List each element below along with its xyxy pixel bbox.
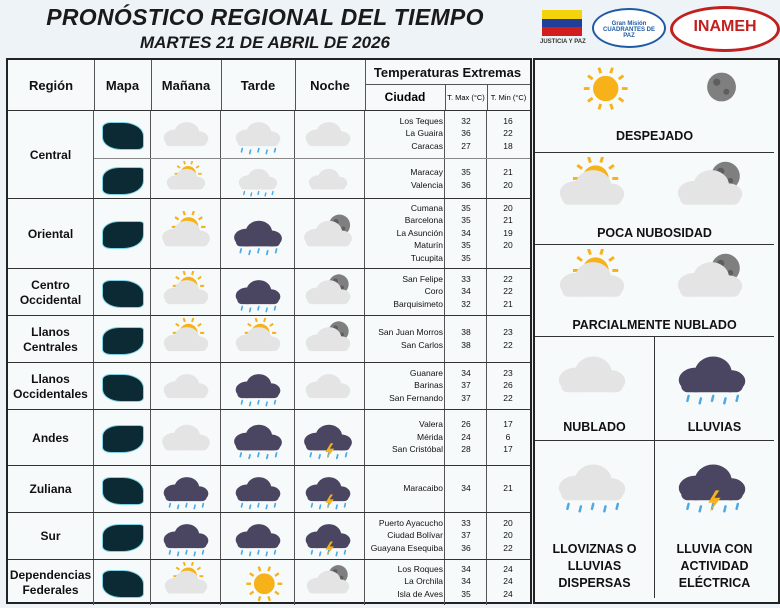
night-cloudy-icon <box>297 113 359 161</box>
morning-partly-icon <box>155 161 217 203</box>
region-name: Zuliana <box>8 466 94 513</box>
tmax-value: 35 <box>461 588 471 599</box>
city-name: Ciudad Bolívar <box>387 530 443 541</box>
header-afternoon: Tarde <box>221 60 296 110</box>
city-name: Maracay <box>410 167 443 177</box>
venezuela-flag-logo <box>542 10 582 36</box>
forecast-group <box>94 316 530 363</box>
tmax-value: 24 <box>461 431 471 442</box>
forecast-group <box>94 410 530 466</box>
city-name: Valencia <box>411 179 443 190</box>
tmin-value: 20 <box>503 530 513 541</box>
region-row-5 <box>8 409 530 466</box>
afternoon-rain-icon <box>227 515 289 563</box>
tmax-value: 38 <box>461 339 471 350</box>
agency-logo-text: INAMEH <box>693 18 757 35</box>
city-name: Valera <box>419 419 443 430</box>
tmin-value: 20 <box>503 202 513 213</box>
afternoon-partly-icon <box>227 318 289 366</box>
tmax-value: 35 <box>461 252 471 263</box>
tmin-value: 23 <box>503 367 513 378</box>
tmax-value: 35 <box>461 167 471 177</box>
region-row-6 <box>8 465 530 513</box>
forecast-group <box>94 363 530 410</box>
tmax-value: 26 <box>461 419 471 430</box>
morning-partly-icon <box>155 271 217 319</box>
city-name: Maracaibo <box>403 483 443 494</box>
legend-rain <box>655 336 774 440</box>
header-tmax: T. Max (°C) <box>445 84 488 110</box>
city-name: Guayana Esequiba <box>370 542 443 553</box>
tmin-value: 22 <box>503 542 513 553</box>
legend-storm <box>655 440 774 598</box>
tmax-value: 34 <box>461 483 471 494</box>
tmax-value: 34 <box>461 286 471 297</box>
city-name: Isla de Aves <box>397 588 443 599</box>
tmax-value: 37 <box>461 530 471 541</box>
tmax-value: 33 <box>461 273 471 284</box>
tmax-value: 36 <box>461 128 471 139</box>
afternoon-cloudy-drizzle-icon <box>227 161 289 203</box>
region-name: Llanos Occidentales <box>8 363 94 410</box>
city-name: San Felipe <box>402 273 443 284</box>
header-temperatures: Temperaturas Extremas <box>365 60 530 85</box>
region-row-0 <box>8 110 530 199</box>
forecast-group <box>94 466 530 513</box>
night-cloudy-icon <box>297 365 359 413</box>
night-moon-cloud-icon <box>297 318 359 366</box>
city-name: Tucupita <box>410 252 443 263</box>
afternoon-sun-icon <box>227 562 289 608</box>
city-name: Cumana <box>410 202 443 213</box>
region-map <box>102 477 144 505</box>
city-name: La Orchila <box>404 576 443 587</box>
tmax-value: 35 <box>461 240 471 251</box>
night-moon-cloud-icon <box>297 211 359 262</box>
region-name: Sur <box>8 513 94 560</box>
morning-rain-icon <box>155 468 217 516</box>
city-name: Caracas <box>411 140 443 151</box>
city-name: Mérida <box>417 431 443 442</box>
region-name: Central <box>8 111 94 199</box>
tmin-value: 6 <box>505 431 511 442</box>
tmax-value: 36 <box>461 542 471 553</box>
city-name: Guanare <box>409 367 443 378</box>
tmin-value: 22 <box>503 273 513 284</box>
tmin-value: 22 <box>503 339 513 350</box>
region-row-2 <box>8 268 530 316</box>
region-map <box>102 280 144 308</box>
afternoon-rain-icon <box>227 468 289 516</box>
region-map <box>102 524 144 552</box>
tmin-value: 20 <box>503 517 513 528</box>
ministry-logo-text: JUSTICIA Y PAZ <box>540 39 586 45</box>
night-storm-icon <box>297 515 359 563</box>
afternoon-rain-icon <box>227 271 289 319</box>
tmin-value: 24 <box>503 576 513 587</box>
region-name: Oriental <box>8 199 94 269</box>
tmax-value: 33 <box>461 517 471 528</box>
tmin-value: 22 <box>503 286 513 297</box>
region-map <box>102 221 144 249</box>
region-map <box>102 327 144 355</box>
tmin-value: 16 <box>503 115 513 126</box>
city-name: Barquisimeto <box>393 298 443 309</box>
tmin-value: 20 <box>503 240 513 251</box>
morning-partly-icon <box>155 562 217 608</box>
forecast-group <box>94 560 530 605</box>
morning-cloudy-icon <box>155 113 217 161</box>
city-name: Barinas <box>414 380 443 391</box>
city-name: Puerto Ayacucho <box>378 517 443 528</box>
region-map <box>102 374 144 402</box>
legend-label: LLOVIZNAS O LLUVIAS DISPERSAS <box>552 542 637 590</box>
tmin-value: 24 <box>503 588 513 599</box>
header-morning: Mañana <box>151 60 222 110</box>
tmin-value: 17 <box>503 419 513 430</box>
city-name: San Juan Morros <box>378 327 443 337</box>
morning-cloudy-icon <box>155 415 217 466</box>
header-night: Noche <box>295 60 366 110</box>
city-name: Coro <box>424 286 443 297</box>
tmin-value: 22 <box>503 392 513 403</box>
inameh-logo <box>670 6 780 52</box>
legend-cloudy-drizzle-icon <box>547 451 637 520</box>
legend-partly-icon <box>547 157 637 224</box>
mission-logo-text: Gran Misión CUADRANTES DE PAZ <box>602 21 655 39</box>
region-row-7 <box>8 512 530 560</box>
forecast-group <box>94 269 530 316</box>
city-name: La Asunción <box>396 227 443 238</box>
afternoon-cloudy-drizzle-icon <box>227 113 289 161</box>
morning-partly-icon <box>155 211 217 262</box>
legend-label: PARCIALMENTE NUBLADO <box>572 318 737 332</box>
logos <box>538 6 776 52</box>
region-map <box>102 570 144 598</box>
afternoon-rain-icon <box>227 365 289 413</box>
legend-drizzle <box>535 440 655 598</box>
afternoon-rain-icon <box>227 415 289 466</box>
tmax-value: 37 <box>461 380 471 391</box>
legend-storm-icon <box>667 451 757 520</box>
page-title: PRONÓSTICO REGIONAL DEL TIEMPO <box>46 4 484 30</box>
night-moon-cloud-icon <box>297 271 359 319</box>
tmin-value: 23 <box>503 327 513 337</box>
tmin-value: 26 <box>503 380 513 391</box>
region-row-1 <box>8 198 530 269</box>
morning-cloudy-icon <box>155 365 217 413</box>
header-tmin: T. Min (°C) <box>490 92 527 102</box>
morning-rain-icon <box>155 515 217 563</box>
tmin-value: 17 <box>503 444 513 455</box>
tmin-value: 21 <box>503 167 513 177</box>
afternoon-rain-icon <box>227 211 289 262</box>
forecast-table <box>6 58 532 604</box>
cuadrantes-de-paz-logo <box>592 8 666 48</box>
city-name: Los Teques <box>399 115 443 126</box>
legend-label: NUBLADO <box>563 420 626 434</box>
city-name: Maturín <box>414 240 443 251</box>
legend-rain-icon <box>667 343 757 412</box>
night-cloudy-icon <box>297 161 359 203</box>
tmax-value: 34 <box>461 563 471 574</box>
region-name: Llanos Centrales <box>8 316 94 363</box>
header-map: Mapa <box>94 60 152 110</box>
tmin-value: 21 <box>503 215 513 226</box>
forecast-group <box>94 158 530 200</box>
legend-clear <box>535 60 774 152</box>
night-storm-icon <box>297 415 359 466</box>
tmax-value: 34 <box>461 227 471 238</box>
forecast-date: MARTES 21 DE ABRIL DE 2026 <box>139 33 391 52</box>
tmax-value: 38 <box>461 327 471 337</box>
tmax-value: 36 <box>461 179 471 190</box>
tmax-value: 28 <box>461 444 471 455</box>
legend-moon-cloud-icon <box>665 249 755 316</box>
legend-label: LLUVIAS <box>687 420 742 434</box>
tmin-value: 24 <box>503 563 513 574</box>
forecast-group <box>94 111 530 158</box>
tmin-value: 21 <box>503 483 513 494</box>
region-name: Andes <box>8 410 94 466</box>
tmin-value: 18 <box>503 140 513 151</box>
legend-cloudy <box>535 336 655 440</box>
legend-label: POCA NUBOSIDAD <box>597 226 712 240</box>
city-name: San Fernando <box>389 392 443 403</box>
legend-sun-icon <box>563 62 633 117</box>
header-city: Ciudad <box>365 84 446 110</box>
tmax-value: 32 <box>461 115 471 126</box>
legend-cloudy-icon <box>547 343 637 412</box>
city-name: La Guaira <box>405 128 443 139</box>
region-map <box>102 122 144 150</box>
region-map <box>102 425 144 453</box>
tmin-value: 20 <box>503 179 513 190</box>
region-row-4 <box>8 362 530 410</box>
forecast-group <box>94 513 530 560</box>
tmax-value: 34 <box>461 576 471 587</box>
legend-few <box>535 152 774 244</box>
tmin-value: 19 <box>503 227 513 238</box>
legend-label: LLUVIA CON ACTIVIDAD ELÉCTRICA <box>676 542 753 590</box>
forecast-group <box>94 199 530 269</box>
city-name: San Cristóbal <box>391 444 443 455</box>
tmax-value: 27 <box>461 140 471 151</box>
region-map <box>102 167 144 195</box>
tmin-value: 21 <box>503 298 513 309</box>
tmax-value: 32 <box>461 298 471 309</box>
night-moon-cloud-icon <box>297 562 359 608</box>
legend-partly-icon <box>547 249 637 316</box>
region-row-8 <box>8 559 530 605</box>
legend-moon-icon <box>675 62 745 117</box>
legend-panel <box>533 58 780 604</box>
city-name: Barcelona <box>404 215 443 226</box>
region-row-3 <box>8 315 530 363</box>
tmax-value: 34 <box>461 367 471 378</box>
forecast-title-block <box>0 4 530 53</box>
tmax-value: 35 <box>461 215 471 226</box>
legend-moon-cloud-icon <box>665 157 755 224</box>
city-name: Los Roques <box>397 563 443 574</box>
legend-label: DESPEJADO <box>615 129 694 143</box>
header-region: Región <box>8 60 95 110</box>
city-name: San Carlos <box>400 339 443 350</box>
region-name: Centro Occidental <box>8 269 94 316</box>
tmax-value: 37 <box>461 392 471 403</box>
tmax-value: 35 <box>461 202 471 213</box>
legend-partly <box>535 244 774 336</box>
morning-partly-icon <box>155 318 217 366</box>
region-name: Dependencias Federales <box>8 560 94 605</box>
night-storm-icon <box>297 468 359 516</box>
tmin-value: 22 <box>503 128 513 139</box>
